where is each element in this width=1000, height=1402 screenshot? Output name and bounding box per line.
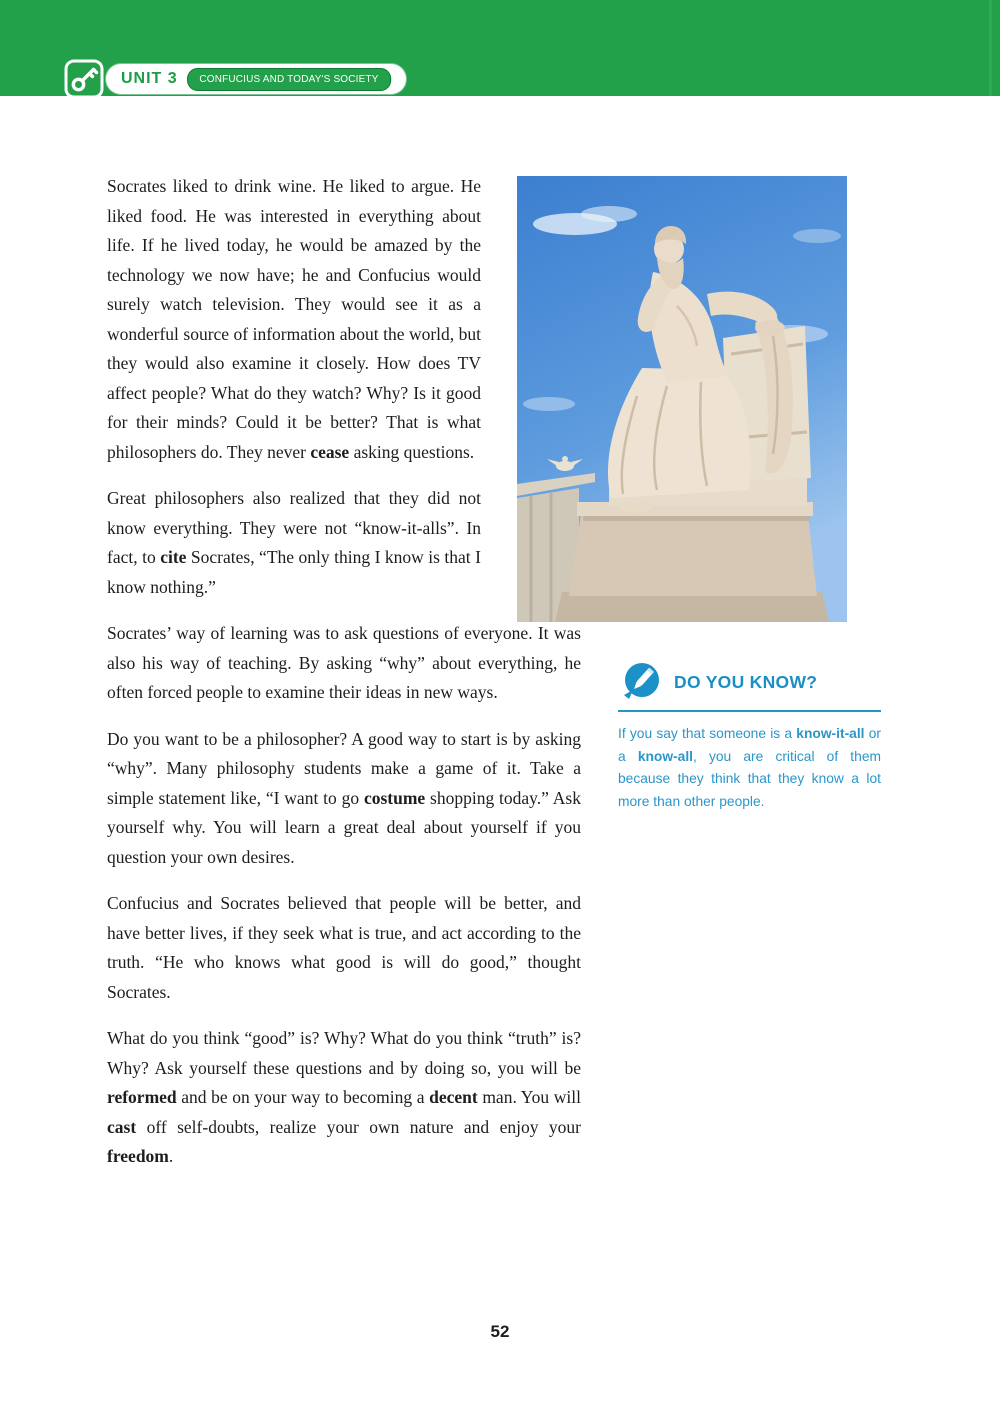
- paragraph-2: Great philosophers also realized that they did not know everything. They were not “know-it-alls”. In fact, to cite Socrates, “The only thing I know is that I know nothing.”: [107, 488, 481, 597]
- do-you-know-text: If you say that someone is a know-it-all or a know-all, you are critical of them because they think that they know a lot more than other people.: [618, 726, 881, 809]
- pedestal: [555, 502, 829, 622]
- paragraph-3: Socrates’ way of learning was to ask questions of everyone. It was also his way of teaching. By asking “why” about everything, he often forced people to examine their ideas in new ways.: [107, 623, 581, 702]
- paragraph-6: What do you think “good” is? Why? What do you think “truth” is? Why? Ask yourself these questions and by doing so, you will be reformed and be on your way to becoming a decent man. You will cast off self-doubts, realize your own nature and enjoy your freedom.: [107, 1028, 582, 1166]
- key-icon: [64, 58, 104, 100]
- unit-pill: [106, 64, 406, 94]
- pencil-circle-icon: [618, 659, 664, 705]
- unit-label: UNIT 3: [121, 70, 178, 87]
- do-you-know-box: [618, 659, 881, 813]
- paragraph-5: Confucius and Socrates believed that people will be better, and have better lives, if they seek what is true, and act according to the truth. “He who knows what good is will do good,” thought Socrates.: [107, 893, 581, 1002]
- text-column-beside-image: [107, 172, 481, 602]
- band-edge-stripe: [989, 0, 992, 96]
- article: [107, 172, 581, 1189]
- paragraph-4: Do you want to be a philosopher? A good way to start is by asking “why”. Many philosophy students make a game of it. Take a simple statement like, “I want to go costume shopping today.” Ask yourself why. You will learn a great deal about yourself if you question your own desires.: [107, 728, 581, 867]
- header-band: [0, 0, 1000, 96]
- page-footer: [0, 1322, 1000, 1342]
- paragraph-1: Socrates liked to drink wine. He liked to argue. He liked food. He was interested in everything about life. If he lived today, he would be amazed by the technology we now have; he and Confucius would surely watch television. They would see it as a wonderful source of information about the world, but they would also examine it closely. How does TV affect people? What do they watch? Why? Is it good for their minds? Could it be better? That is what philosophers do. They never cease asking questions.: [107, 176, 481, 462]
- page-number: 52: [490, 1322, 510, 1341]
- do-you-know-divider: [618, 710, 881, 712]
- do-you-know-title: DO YOU KNOW?: [674, 671, 818, 692]
- do-you-know-header: [618, 659, 881, 705]
- unit-title-pill: CONFUCIUS AND TODAY'S SOCIETY: [187, 68, 391, 91]
